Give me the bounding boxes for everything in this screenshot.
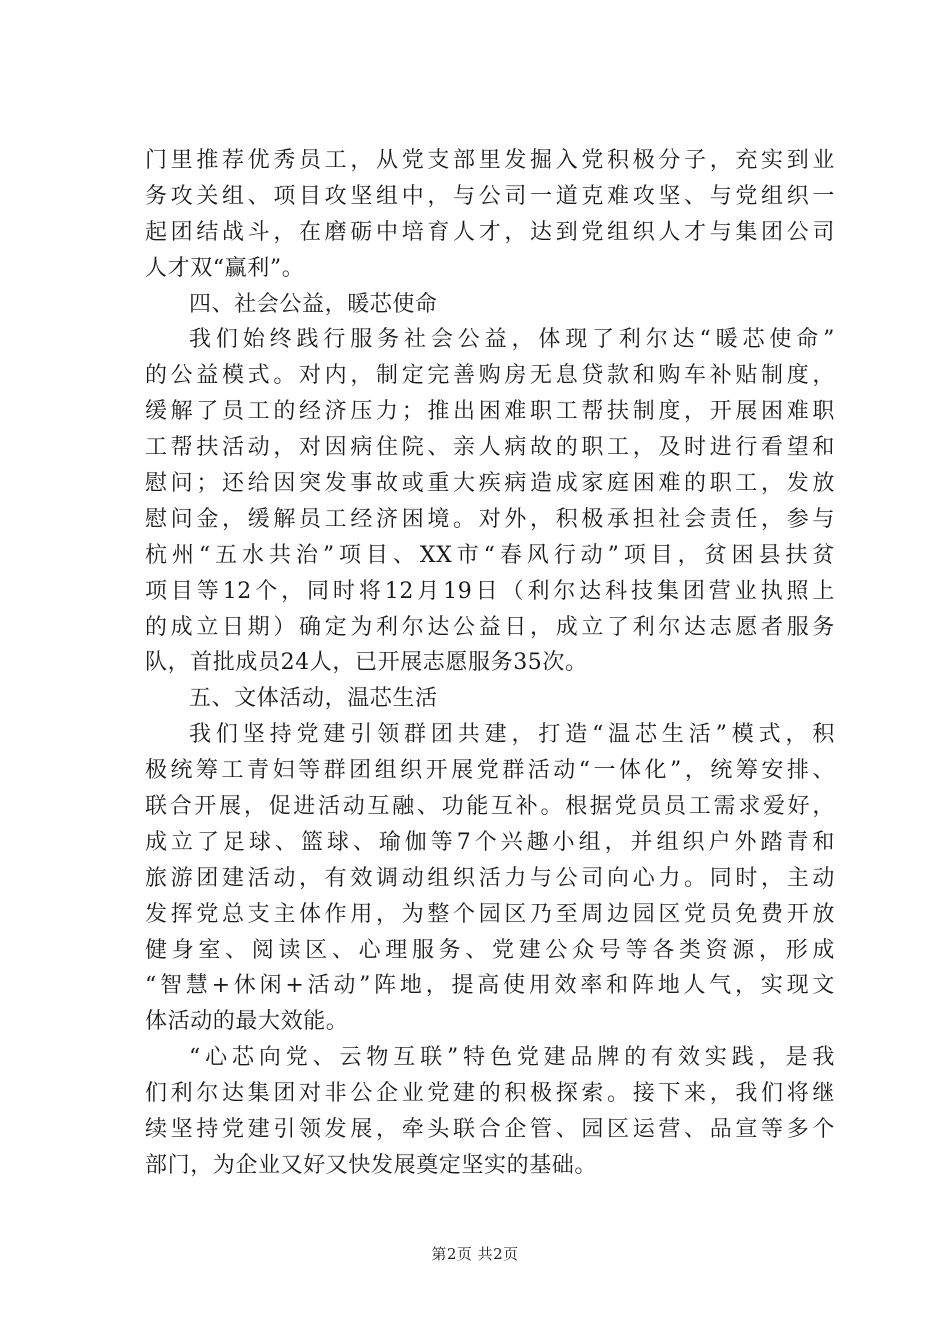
paragraph-line: 的公益模式。对内，制定完善购房无息贷款和购车补贴制度， [145,363,835,389]
paragraph-line: 慰问；还给因突发事故或重大疾病造成家庭困难的职工，发放 [145,471,835,497]
paragraph-line: 极统筹工青妇等群团组织开展党群活动“一体化”，统筹安排、 [145,758,835,784]
paragraph-line: 杭州“五水共治”项目、XX市“春风行动”项目，贫困县扶贫 [145,542,835,568]
paragraph-line: 健身室、阅读区、心理服务、党建公众号等各类资源，形成 [145,937,835,963]
paragraph-line: 续坚持党建引领发展，牵头联合企管、园区运营、品宣等多个 [145,1117,835,1143]
paragraph-line: 项目等12个，同时将12月19日（利尔达科技集团营业执照上 [145,578,835,604]
paragraph-line: 我们坚持党建引领群团共建，打造“温芯生活”模式，积 [189,722,835,748]
paragraph-line: 务攻关组、项目攻坚组中，与公司一道克难攻坚、与党组织一 [145,183,835,209]
section-heading: 五、文体活动，温芯生活 [189,686,438,712]
paragraph-line: 工帮扶活动，对因病住院、亲人病故的职工，及时进行看望和 [145,435,835,461]
page-number-footer: 第2页 共2页 [431,1245,519,1263]
paragraph-line: 缓解了员工的经济压力；推出困难职工帮扶制度，开展困难职 [145,399,835,425]
paragraph-line: 队，首批成员24人，已开展志愿服务35次。 [145,650,588,676]
paragraph-line: 旅游团建活动，有效调动组织活力与公司向心力。同时，主动 [145,865,835,891]
paragraph-line: 发挥党总支主体作用，为整个园区乃至周边园区党员免费开放 [145,901,835,927]
paragraph-line: 的成立日期）确定为利尔达公益日，成立了利尔达志愿者服务 [145,614,835,640]
paragraph-line: 联合开展，促进活动互融、功能互补。根据党员员工需求爱好， [145,794,835,820]
paragraph-line: “智慧+休闲+活动”阵地，提高使用效率和阵地人气，实现文 [145,973,835,999]
paragraph-line: 我们始终践行服务社会公益，体现了利尔达“暖芯使命” [189,327,835,353]
paragraph-line: 成立了足球、篮球、瑜伽等7个兴趣小组，并组织户外踏青和 [145,829,835,855]
paragraph-line: 门里推荐优秀员工，从党支部里发掘入党积极分子，充实到业 [145,148,835,173]
paragraph-line: 们利尔达集团对非公企业党建的积极探索。接下来，我们将继 [145,1081,835,1107]
paragraph-line: 体活动的最大效能。 [145,1009,349,1035]
paragraph-line: “心芯向党、云物互联”特色党建品牌的有效实践，是我 [189,1045,835,1071]
paragraph-line: 慰问金，缓解员工经济困境。对外，积极承担社会责任，参与 [145,506,835,532]
paragraph-line: 起团结战斗，在磨砺中培育人才，达到党组织人才与集团公司 [145,219,835,245]
paragraph-line: 人才双“赢利”。 [145,255,305,281]
document-body [145,143,835,1184]
paragraph-line: 部门，为企业又好又快发展奠定坚实的基础。 [145,1152,598,1178]
section-heading: 四、社会公益，暖芯使命 [189,291,438,317]
